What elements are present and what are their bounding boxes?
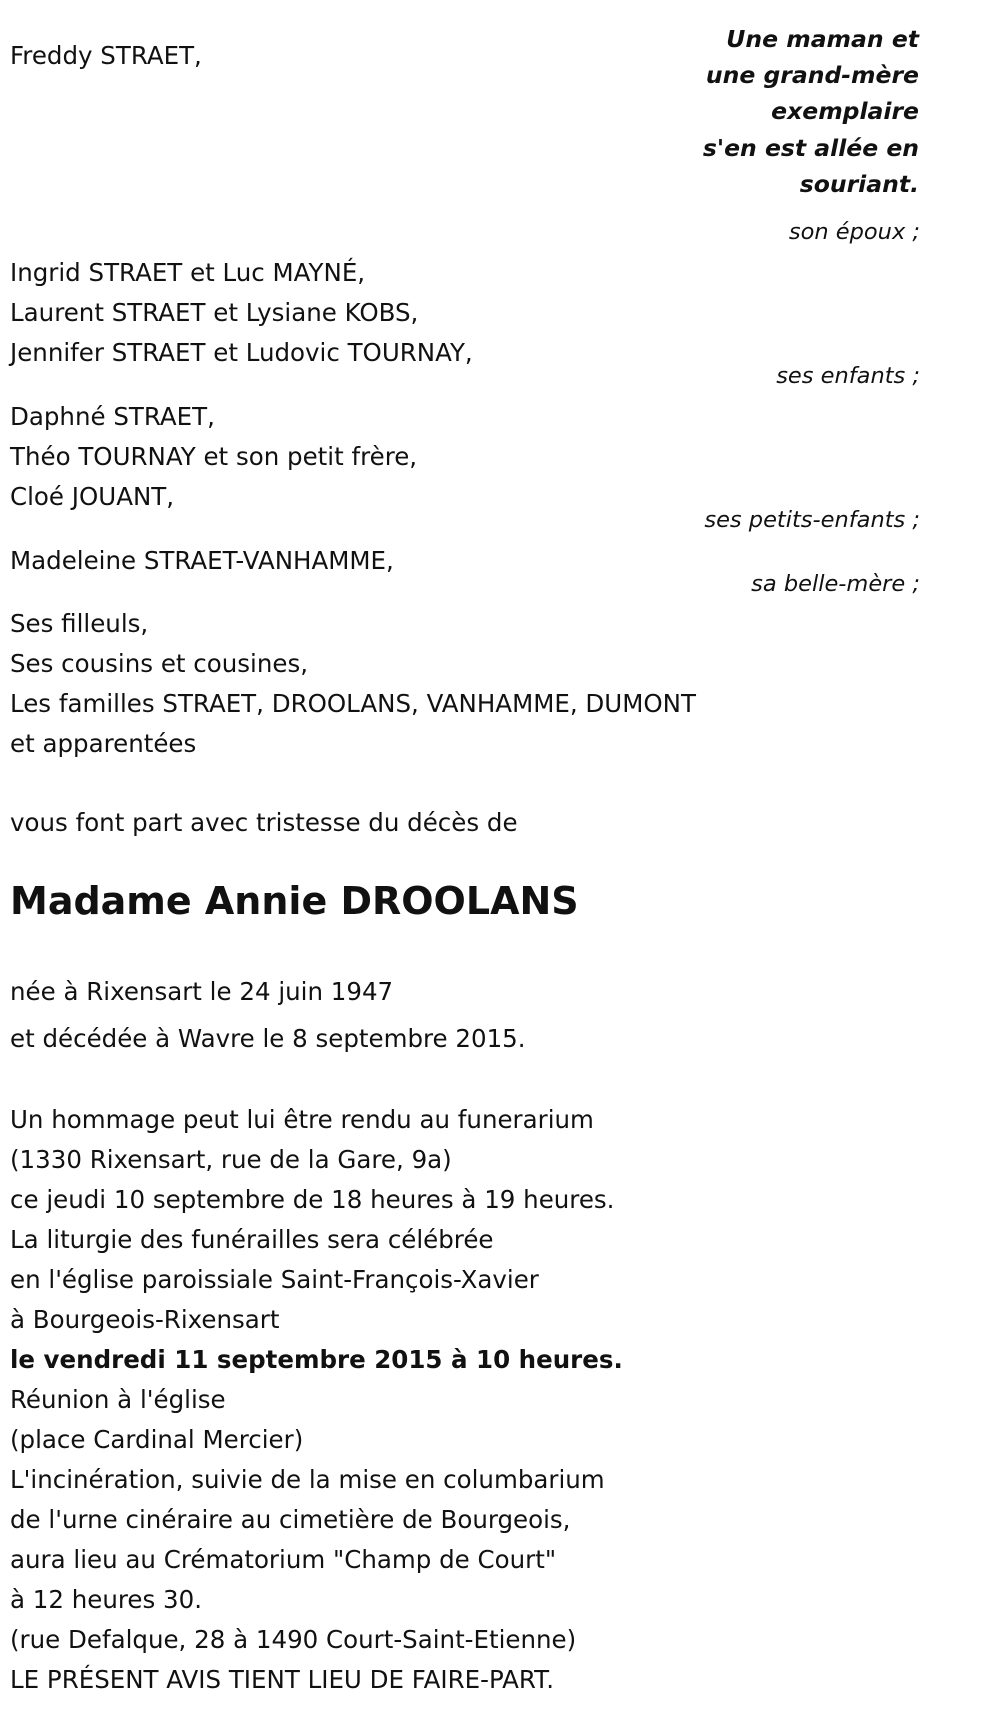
spouse-role: son époux ; [788, 219, 920, 245]
grandchild-name: Cloé JOUANT, [10, 482, 175, 511]
others-line: Ses filleuls, [10, 609, 149, 638]
others-line: Les familles STRAET, DROOLANS, VANHAMME, DUMONT [10, 689, 696, 718]
epigraph-quote [703, 21, 919, 202]
child-name: Laurent STRAET et Lysiane KOBS, [10, 298, 419, 327]
detail-line: L'incinération, suivie de la mise en columbarium [10, 1465, 605, 1494]
detail-line: (1330 Rixensart, rue de la Gare, 9a) [10, 1145, 452, 1174]
grandchild-name: Daphné STRAET, [10, 402, 215, 431]
detail-line: Un hommage peut lui être rendu au funerarium [10, 1105, 594, 1134]
child-name: Jennifer STRAET et Ludovic TOURNAY, [10, 338, 473, 367]
detail-line: (rue Defalque, 28 à 1490 Court-Saint-Etienne) [10, 1625, 577, 1654]
quote-line: s'en est allée en [702, 133, 919, 162]
quote-line: exemplaire [771, 97, 919, 126]
quote-line: une grand-mère [705, 61, 919, 90]
detail-line: La liturgie des funérailles sera célébrée [10, 1225, 494, 1254]
detail-line: à Bourgeois-Rixensart [10, 1305, 280, 1334]
grandchild-name: Théo TOURNAY et son petit frère, [10, 442, 418, 471]
deceased-name: Madame Annie DROOLANS [10, 879, 579, 923]
detail-line: en l'église paroissiale Saint-François-Xavier [10, 1265, 539, 1294]
notice-line: LE PRÉSENT AVIS TIENT LIEU DE FAIRE-PART. [10, 1665, 555, 1694]
detail-line: de l'urne cinéraire au cimetière de Bourgeois, [10, 1505, 571, 1534]
detail-line: Réunion à l'église [10, 1385, 226, 1414]
death-info: et décédée à Wavre le 8 septembre 2015. [10, 1024, 526, 1053]
detail-line: ce jeudi 10 septembre de 18 heures à 19 heures. [10, 1185, 615, 1214]
others-line: Ses cousins et cousines, [10, 649, 308, 678]
child-name: Ingrid STRAET et Luc MAYNÉ, [10, 258, 366, 287]
mother-in-law-name: Madeleine STRAET-VANHAMME, [10, 546, 394, 575]
detail-line: aura lieu au Crématorium "Champ de Court" [10, 1545, 557, 1574]
announcement-text: vous font part avec tristesse du décès de [10, 808, 518, 837]
detail-line: (place Cardinal Mercier) [10, 1425, 304, 1454]
detail-line: à 12 heures 30. [10, 1585, 203, 1614]
birth-info: née à Rixensart le 24 juin 1947 [10, 977, 394, 1006]
mother-in-law-role: sa belle-mère ; [751, 571, 920, 597]
funeral-date-line: le vendredi 11 septembre 2015 à 10 heures. [10, 1345, 623, 1374]
quote-line: souriant. [799, 169, 919, 198]
children-role: ses enfants ; [776, 363, 920, 389]
grandchildren-role: ses petits-enfants ; [704, 507, 920, 533]
spouse-name: Freddy STRAET, [10, 41, 202, 70]
others-line: et apparentées [10, 729, 197, 758]
quote-line: Une maman et [726, 25, 919, 53]
